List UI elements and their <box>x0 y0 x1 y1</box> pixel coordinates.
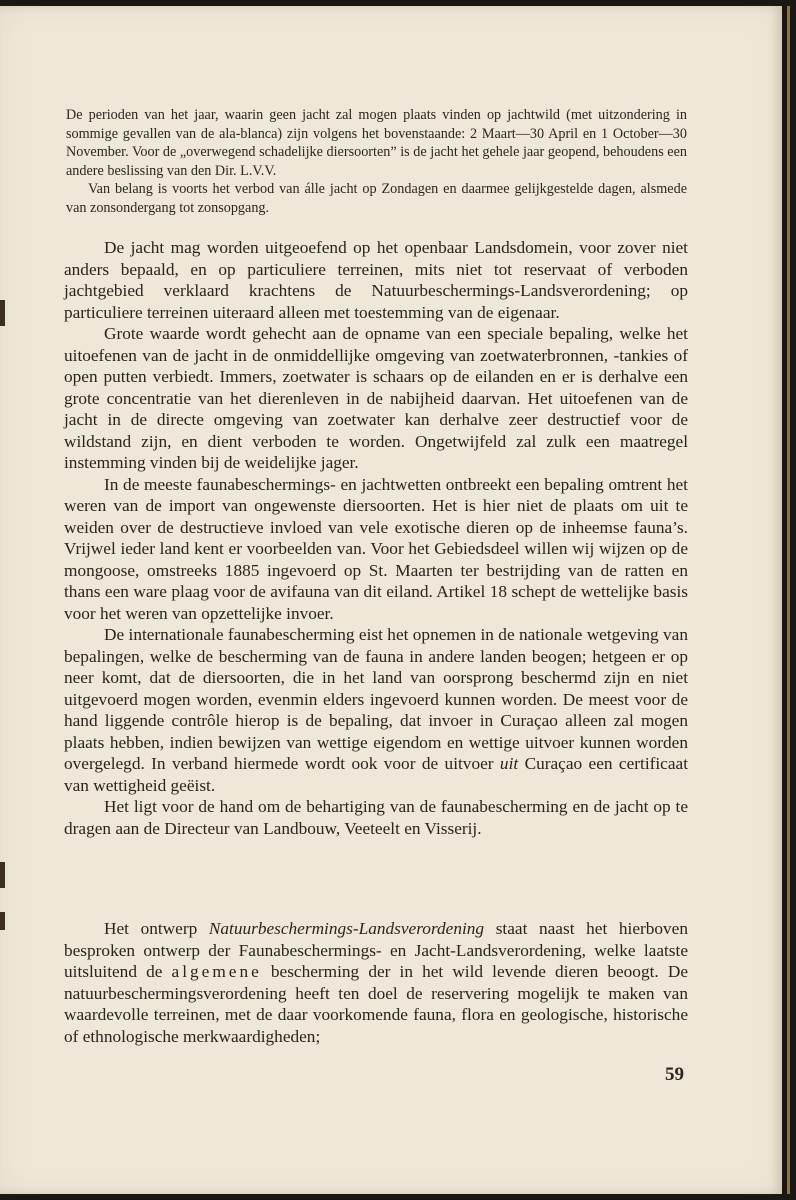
paragraph-director: Het ligt voor de hand om de behartiging van de faunabescherming en de jacht op te dragen aan de Directeur van Landbouw, Veeteelt en Visserij. <box>64 797 688 838</box>
paragraph-international <box>64 624 688 796</box>
page-number: 59 <box>665 1064 684 1085</box>
book-page <box>0 6 782 1194</box>
emphasis-ordinance-title: Natuurbeschermings-Landsverordening <box>208 919 485 938</box>
binding-mark <box>0 862 5 888</box>
binding-mark <box>0 912 5 930</box>
paragraph-freshwater: Grote waarde wordt gehecht aan de opname van een speciale bepaling, welke het uitoefenen van de jacht in de onmiddellijke omgeving van zoetwaterbronnen, -tankies of open putten verbiedt. Immers, zoetwater is schaars op de eilanden en er is derhalve een grote concentratie van het dierenleven in de nabijheid daarvan. Het uitoefenen van de jacht in de directe omgeving van zoetwater kan derhalve zeer destructief voor de wildstand zijn, en dient verboden te worden. Ongetwijfeld zal zulk een maatregel instemming vinden bij de weidelijke jager. <box>64 324 688 472</box>
main-text <box>64 237 688 839</box>
page-edge <box>787 6 790 1194</box>
text-span: De internationale faunabescherming eist het opnemen in de nationale wetgeving van bepalingen, welke de bescherming van de fauna in andere landen beogen; hetgeen er op neer komt, dat de diersoorten, die in het land van oorsprong beschermd zijn en niet uitgevoerd mogen worden, evenmin elders ingevoerd kunnen worden. De meest voor de hand liggende contrôle hierop is de bepaling, dat invoer in Curaçao alleen zal mogen plaats hebben, indien bewijzen van wettige eigendom en wettige uitvoer kunnen worden overgelegd. In verband hiermede wordt ook voor de uitvoer <box>64 625 688 773</box>
footnote-block <box>66 106 687 218</box>
paragraph-nature-ordinance <box>64 918 688 1047</box>
emphasis-uit: uit <box>499 754 519 773</box>
binding-mark <box>0 300 5 326</box>
text-span: staat naast het hierboven besproken ontwerp der Faunabeschermings- en Jacht-Landsverordening, welke laatste uitsluitend de <box>64 919 688 981</box>
nature-conservation-section <box>64 918 688 1047</box>
spaced-word-algemene: algemene <box>171 962 262 981</box>
text-span: Het ontwerp <box>104 919 209 938</box>
text-span: bescherming der in het wild levende dieren beoogt. De natuurbeschermingsverordening heeft ten doel de reservering mogelijk te maken van waardevolle terreinen, met de daar voorkomende fauna, flora en geologische, historische of ethnologische merkwaardigheden; <box>64 962 688 1046</box>
footnote-paragraph-2: Van belang is voorts het verbod van álle jacht op Zondagen en daarmee gelijkgestelde dagen, alsmede van zonsondergang tot zonsopgang. <box>66 181 687 216</box>
footnote-paragraph-1: De perioden van het jaar, waarin geen jacht zal mogen plaats vinden op jachtwild (met uitzondering in sommige gevallen van de ala-blanca) zijn volgens het bovenstaande: 2 Maart—30 April en 1 October—30 November. Voor de „overwegend schadelijke diersoorten” is de jacht het gehele jaar geopend, behoudens een andere beslissing van den Dir. L.V.V. <box>66 107 687 179</box>
paragraph-hunting-grounds: De jacht mag worden uitgeoefend op het openbaar Landsdomein, voor zover niet anders bepaald, en op particuliere terreinen, mits niet tot reservaat of verboden jachtgebied verklaard krachtens de Natuurbeschermings-Landsverordening; op particuliere terreinen uiteraard alleen met toestemming van de eigenaar. <box>64 238 688 322</box>
text-span: Curaçao een certificaat van wettigheid geëist. <box>64 754 688 795</box>
paragraph-import: In de meeste faunabeschermings- en jachtwetten ontbreekt een bepaling omtrent het weren van de import van ongewenste diersoorten. Het is hier niet de plaats om uit te weiden over de destructieve invloed van vele exotische dieren op de inheemse fauna’s. Vrijwel ieder land kent er voorbeelden van. Voor het Gebiedsdeel willen wij wijzen op de mongoose, omstreeks 1885 ingevoerd op St. Maarten ter bestrijding van de ratten en thans een ware plaag voor de avifauna van dit eiland. Artikel 18 schept de wettelijke basis voor het weren van opzettelijke invoer. <box>64 474 688 623</box>
